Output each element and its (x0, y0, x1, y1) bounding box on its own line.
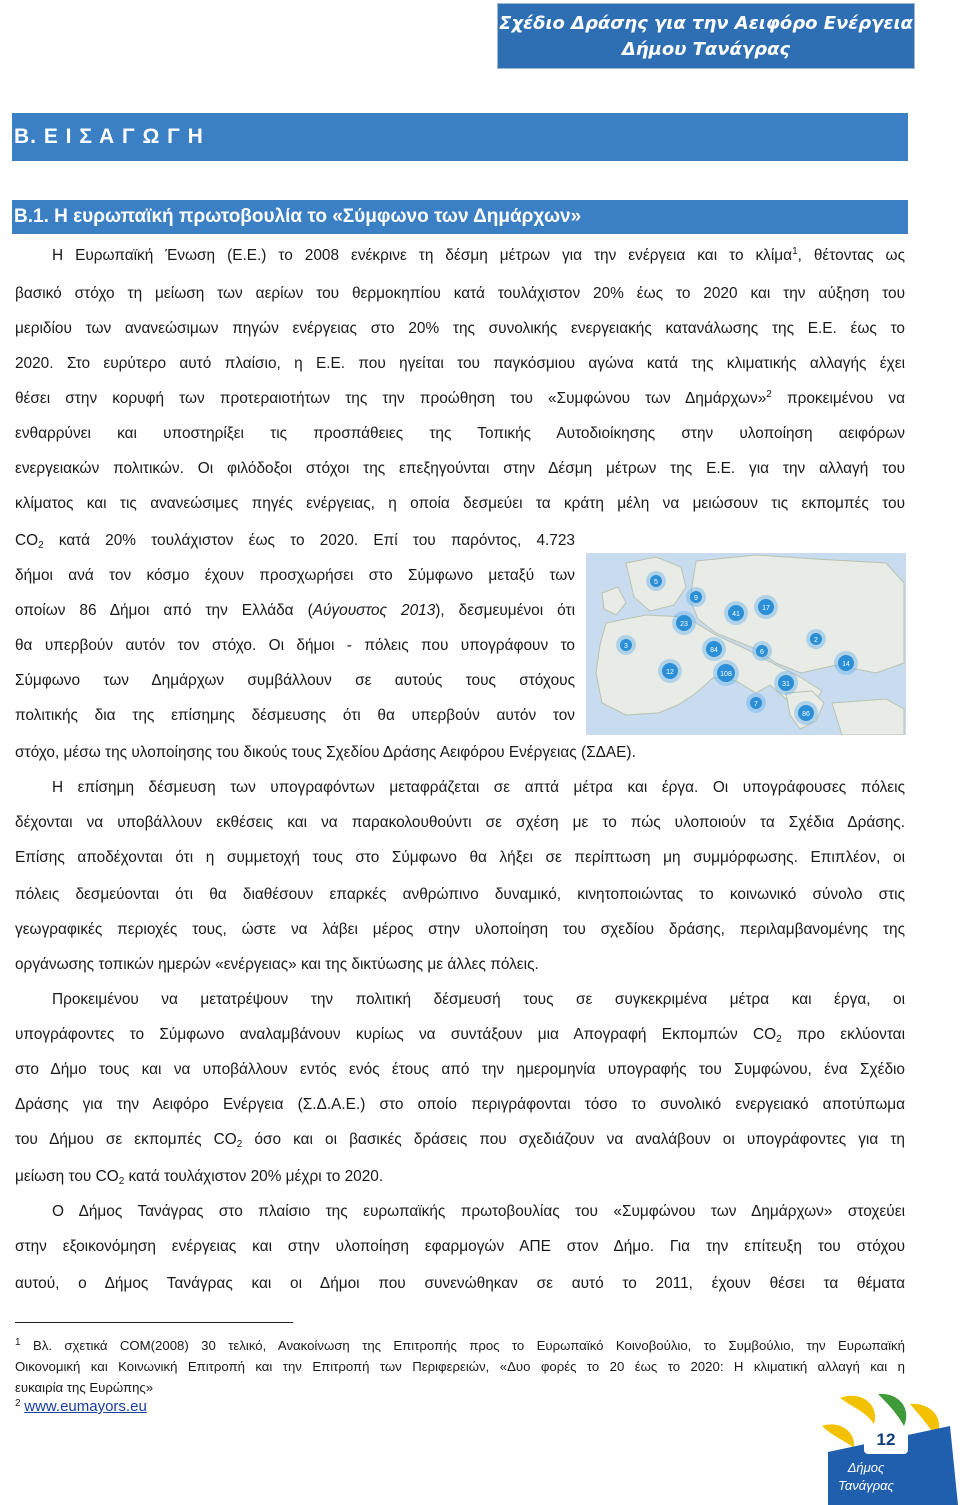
footnote-ref-1: 1 (792, 246, 798, 257)
map-marker (834, 651, 858, 675)
map-marker-label: 86 (802, 711, 810, 718)
map-graphic (586, 553, 906, 735)
body-line-17: δέχονται να υποβάλλουν εκθέσεις και να παρακολουθούντι σε σχέση με το πώς υλοποιούν τα Σχέδια Δράσης. (15, 814, 905, 831)
footnote-1-line-3: ευκαιρία της Ευρώπης» (15, 1380, 154, 1395)
body-line-25: Δράσης για την Αειφόρο Ενέργεια (Σ.Δ.Α.Ε.) στο οποίο περιγράφονται τόσο το συνολικό ενεργειακό αποτύπωμα (15, 1096, 905, 1113)
section-title: Β. Ε Ι Σ Α Γ Ω Γ Η (12, 113, 908, 161)
map-marker (646, 571, 666, 591)
footnote-separator (15, 1322, 293, 1323)
map-marker-label: 31 (782, 681, 790, 688)
page-number: 12 (876, 1430, 896, 1449)
map-marker-label: 2 (814, 637, 818, 644)
body-line-13: Σύμφωνο των Δημάρχων συμβάλλουν σε αυτούς τους στόχους (15, 672, 575, 689)
map-marker-label: 9 (694, 595, 698, 602)
map-marker (774, 671, 798, 695)
body-line-12: θα υπερβούν αυτόν τον στόχο. Οι δήμοι - πόλεις που υπογράφουν το (15, 637, 575, 654)
header-title-line2: Δήμου Τανάγρας (621, 39, 791, 60)
map-marker-label: 7 (754, 701, 758, 708)
map-marker (702, 637, 726, 661)
map-marker (658, 659, 682, 683)
body-line-8: κλίματος και τις ανανεώσιμες πηγές ενέργειας, η οποία δεσμεύει τα κράτη μέλη να μειώσουν τις εκπομπές του (15, 495, 905, 512)
body-line-21: οργάνωσης τοπικών ημερών «ενέργειας» και της δικτύωσης με άλλες πόλεις. (15, 956, 539, 973)
footnote-1-line-1: $^1$ Βλ. σχετικά COM(2008) 30 τελικό, Ανακοίνωση της Επιτροπής προς το Ευρωπαϊκό Κοινοβούλιο, το Συμβούλιο, την Ευρωπαϊκή (15, 1337, 905, 1353)
map-marker-label: 23 (680, 621, 688, 628)
body-line-1: Η Ευρωπαϊκή Ένωση (Ε.Ε.) το 2008 ενέκρινε τη δέσμη μέτρων για την ενέργεια και το κλίμα$^1$, θέτοντας ως (52, 246, 905, 264)
body-line-14: πολιτικής δια της επίσημης δέσμευσης ότι θα υπερβούν αυτόν τον (15, 707, 575, 724)
body-line-19: πόλεις δεσμεύονται ότι θα διαθέσουν επαρκές ανθρώπινο δυναμικό, κινητοποιώντας το κοινωνικό σύνολο στις (15, 886, 905, 903)
map-marker (794, 701, 818, 725)
body-line-23: υπογράφοντες το Σύμφωνο αναλαμβάνουν κυρίως να συντάξουν μια Απογραφή Εκπομπών $CO_2$ προ εκλύονται (15, 1026, 905, 1045)
map-marker-label: 84 (710, 647, 718, 654)
map-marker-label: 108 (720, 671, 732, 678)
map-marker (752, 641, 772, 661)
body-line-28: Ο Δήμος Τανάγρας στο πλαίσιο της ευρωπαϊκής πρωτοβουλίας του «Συμφώνου των Δημάρχων» στοχεύει (52, 1203, 905, 1220)
eumayors-link[interactable]: www.eumayors.eu (24, 1398, 147, 1415)
body-line-16: Η επίσημη δέσμευση των υπογραφόντων μεταφράζεται σε απτά μέτρα και έργα. Οι υπογράφουσες πόλεις (52, 779, 905, 796)
map-marker-label: 17 (762, 605, 770, 612)
map-marker-label: 14 (842, 661, 850, 668)
body-line-26: του Δήμου σε εκπομπές $CO_2$ όσο και οι βασικές δράσεις που σχεδιάζουν να αναλάβουν οι υπογράφοντες για τη (15, 1131, 905, 1150)
body-line-30: αυτού, ο Δήμος Τανάγρας και οι Δήμοι που συνενώθηκαν σε αυτό το 2011, έχουν θέσει τα θέματα (15, 1275, 905, 1292)
body-line-7: ενεργειακών πολιτικών. Οι φιλόδοξοι στόχοι της επεξηγούνται στην Δέσμη μέτρων της Ε.Ε. για την αλλαγή του (15, 460, 905, 477)
body-line-3: μεριδίου των ανανεώσιμων πηγών ενέργειας στο 20% της συνολικής ενεργειακής κατανάλωσης της Ε.Ε. έως το (15, 320, 905, 337)
logo-leaf-green (878, 1394, 906, 1426)
map-marker-label: 5 (654, 579, 658, 586)
header-title-line1: Σχέδιο Δράσης για την Αειφόρο Ενέργεια (499, 13, 913, 34)
map-marker-label: 3 (624, 643, 628, 650)
body-line-4: 2020. Στο ευρύτερο αυτό πλαίσιο, η Ε.Ε. που ηγείται του παγκόσμιου αγώνα κατά της κλιματικής αλλαγής έχει (15, 355, 905, 372)
body-line-24: στο Δήμο τους και να υποβάλλουν εντός ενός έτους από την ημερομηνία υπογραφής του Συμφώνου, ένα Σχέδιο (15, 1061, 905, 1078)
body-line-5: θέσει στην κορυφή των προτεραιοτήτων της την προώθηση του «Συμφώνου των Δημάρχων»$^2$ προκειμένου να (15, 389, 905, 407)
body-line-22: Προκειμένου να μετατρέψουν την πολιτική δέσμευσή τους σε συγκεκριμένα μέτρα και έργα, οι (52, 991, 905, 1008)
body-line-18: Επίσης αποδέχονται ότι η συμμετοχή τους στο Σύμφωνο θα λήξει σε περίπτωση μη συμμόρφωσης. Επιπλέον, οι (15, 849, 905, 866)
map-marker (746, 693, 766, 713)
footnote-ref-2: 2 (766, 389, 772, 400)
map-marker (754, 595, 778, 619)
body-line-9: $CO_2$ κατά 20% τουλάχιστον έως το 2020. Επί του παρόντος, 4.723 (15, 532, 575, 551)
map-marker-label: 41 (732, 611, 740, 618)
map-marker (713, 660, 739, 686)
europe-signatories-map (586, 553, 906, 735)
logo-text: Δήμος Τανάγρας (838, 1460, 894, 1493)
body-line-11: οποίων 86 Δήμοι από την Ελλάδα (Αύγουστος 2013), δεσμευμένοι ότι (15, 602, 575, 619)
body-line-2: βασικό στόχο τη μείωση των αερίων του θερμοκηπίου κατά τουλάχιστον 20% έως το 2020 και την αύξηση του (15, 285, 905, 302)
map-marker (686, 587, 706, 607)
body-line-10: δήμοι ανά τον κόσμο έχουν προσχωρήσει στο Σύμφωνο μεταξύ των (15, 567, 575, 584)
logo-leaf-yellow-1 (840, 1396, 875, 1424)
body-line-20: γεωγραφικές περιοχές τους, ώστε να λάβει μέρος στην υλοποίηση του σχεδίου δράσης, περιλαμβανομένης της (15, 921, 905, 938)
subsection-title: Β.1. Η ευρωπαϊκή πρωτοβουλία το «Σύμφωνο των Δημάρχων» (12, 200, 908, 234)
body-line-6: ενθαρρύνει και υποστηρίξει τις προσπάθειες της Τοπικής Αυτοδιοίκησης στην υλοποίηση αειφόρων (15, 425, 905, 442)
map-marker (724, 601, 748, 625)
body-line-15: στόχο, μέσω της υλοποίησης του δικούς τους Σχεδίου Δράσης Αειφόρου Ενέργειας (ΣΔΑΕ). (15, 744, 636, 761)
map-marker (672, 611, 696, 635)
map-marker-label: 12 (666, 669, 674, 676)
map-marker (616, 635, 636, 655)
footnote-1-line-2: Οικονομική και Κοινωνική Επιτροπή και την Επιτροπή των Περιφερειών, «Δυο φορές το 20 έως το 2020: Η κλιματική αλλαγή και η (15, 1359, 905, 1374)
map-land-turkey (832, 699, 904, 735)
footnote-2: $^2$ www.eumayors.eu (15, 1398, 147, 1415)
document-header (497, 3, 915, 69)
body-line-27: μείωση του $CO_2$ κατά τουλάχιστον 20% μέχρι το 2020. (15, 1168, 384, 1187)
map-marker (806, 629, 826, 649)
map-marker-label: 6 (760, 649, 764, 656)
body-line-29: στην εξοικονόμηση ενέργειας και στην υλοποίηση εφαρμογών ΑΠΕ στον Δήμο. Για την επίτευξη του στόχου (15, 1238, 905, 1255)
logo-leaf-yellow-3 (822, 1424, 854, 1448)
